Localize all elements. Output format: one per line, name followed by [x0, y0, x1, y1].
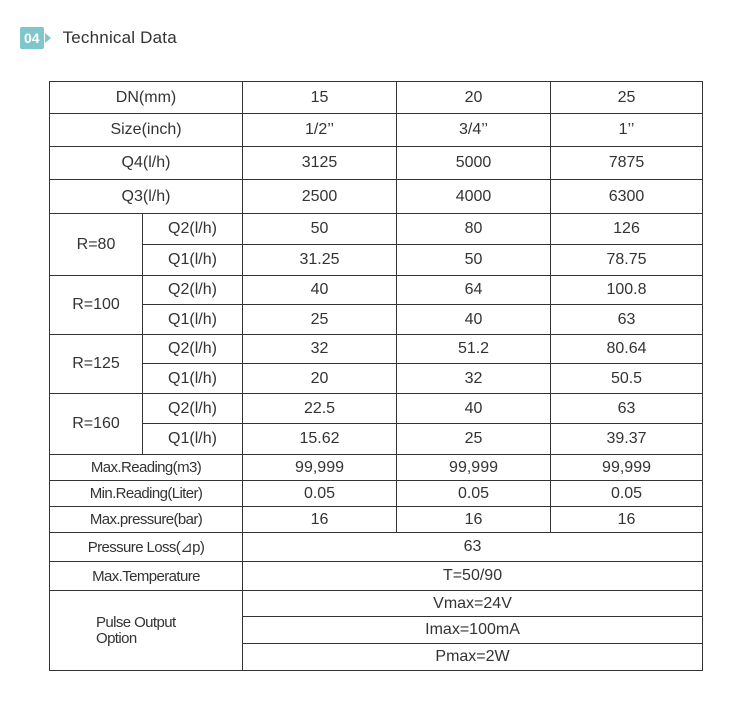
table-cell: 20 [243, 364, 397, 394]
table-cell: 2500 [243, 180, 397, 214]
row-label: DN(mm) [50, 82, 243, 114]
table-cell: 80 [397, 214, 551, 245]
table-cell: 3125 [243, 147, 397, 180]
table-row-q4 [50, 147, 703, 180]
table-cell: 25 [243, 305, 397, 335]
table-cell: 15 [243, 82, 397, 114]
sub-row-label: Q2(l/h) [143, 276, 243, 305]
badge-arrow-icon [45, 33, 51, 43]
table-row-q3 [50, 180, 703, 214]
table-cell: 6300 [551, 180, 703, 214]
table-row-r100-q1 [50, 305, 703, 335]
table-cell: 25 [551, 82, 703, 114]
table-cell: 40 [243, 276, 397, 305]
table-cell: 1’’ [551, 114, 703, 147]
table-cell: 63 [243, 533, 703, 562]
sub-row-label: Q1(l/h) [143, 364, 243, 394]
ratio-label: R=100 [50, 276, 143, 335]
pulse-label-line1: Pulse Output [96, 613, 176, 631]
table-cell: 1/2’’ [243, 114, 397, 147]
table-cell: 51.2 [397, 335, 551, 364]
table-row-r80-q2 [50, 214, 703, 245]
table-row-max-reading [50, 455, 703, 481]
table-cell: 15.62 [243, 424, 397, 455]
table-cell: 50 [397, 245, 551, 276]
row-label: Min.Reading(Liter) [50, 481, 243, 507]
table-row-max-pressure [50, 507, 703, 533]
row-label: Max.pressure(bar) [50, 507, 243, 533]
section-header [20, 26, 177, 50]
table-row-min-reading [50, 481, 703, 507]
row-label: Size(inch) [50, 114, 243, 147]
table-cell: 40 [397, 305, 551, 335]
table-row-max-temperature [50, 562, 703, 591]
table-cell: 0.05 [397, 481, 551, 507]
table-cell: 99,999 [551, 455, 703, 481]
table-row-r160-q1 [50, 424, 703, 455]
row-label: Max.Reading(m3) [50, 455, 243, 481]
sub-row-label: Q1(l/h) [143, 245, 243, 276]
section-title: Technical Data [62, 28, 177, 47]
table-cell: 3/4’’ [397, 114, 551, 147]
table-cell: 4000 [397, 180, 551, 214]
sub-row-label: Q1(l/h) [143, 424, 243, 455]
table-row-r125-q1 [50, 364, 703, 394]
table-cell: 63 [551, 305, 703, 335]
table-cell: 78.75 [551, 245, 703, 276]
ratio-label: R=160 [50, 394, 143, 455]
table-row-pressure-loss [50, 533, 703, 562]
section-number-badge: 04 [20, 27, 44, 49]
table-cell: 126 [551, 214, 703, 245]
table-row-size [50, 114, 703, 147]
row-label: Pressure Loss(⊿p) [50, 533, 243, 562]
table-cell: 0.05 [551, 481, 703, 507]
table-cell: Pmax=2W [243, 644, 703, 671]
sub-row-label: Q1(l/h) [143, 305, 243, 335]
table-cell: 100.8 [551, 276, 703, 305]
row-label: Max.Temperature [50, 562, 243, 591]
table-cell: 50.5 [551, 364, 703, 394]
table-cell: 31.25 [243, 245, 397, 276]
table-cell: 39.37 [551, 424, 703, 455]
table-cell: 64 [397, 276, 551, 305]
pulse-output-label [50, 591, 243, 671]
technical-data-table [49, 81, 703, 671]
table-row-pulse-vmax [50, 591, 703, 617]
pulse-label-line2: Option [96, 629, 137, 647]
table-cell: 99,999 [243, 455, 397, 481]
table-cell: 16 [551, 507, 703, 533]
row-label: Q3(l/h) [50, 180, 243, 214]
row-label: Q4(l/h) [50, 147, 243, 180]
table-cell: 7875 [551, 147, 703, 180]
table-cell: Vmax=24V [243, 591, 703, 617]
table-row-dn [50, 82, 703, 114]
table-cell: 32 [243, 335, 397, 364]
ratio-label: R=80 [50, 214, 143, 276]
ratio-label: R=125 [50, 335, 143, 394]
table-row-r100-q2 [50, 276, 703, 305]
table-cell: 22.5 [243, 394, 397, 424]
table-cell: 80.64 [551, 335, 703, 364]
table-cell: 40 [397, 394, 551, 424]
table-cell: T=50/90 [243, 562, 703, 591]
table-cell: 0.05 [243, 481, 397, 507]
table-cell: 50 [243, 214, 397, 245]
table-cell: 5000 [397, 147, 551, 180]
table-cell: 25 [397, 424, 551, 455]
sub-row-label: Q2(l/h) [143, 335, 243, 364]
table-cell: 16 [397, 507, 551, 533]
sub-row-label: Q2(l/h) [143, 214, 243, 245]
table-cell: 63 [551, 394, 703, 424]
sub-row-label: Q2(l/h) [143, 394, 243, 424]
table-cell: 99,999 [397, 455, 551, 481]
table-row-r125-q2 [50, 335, 703, 364]
table-row-r160-q2 [50, 394, 703, 424]
table-cell: Imax=100mA [243, 617, 703, 644]
table-row-r80-q1 [50, 245, 703, 276]
table-cell: 16 [243, 507, 397, 533]
table-cell: 32 [397, 364, 551, 394]
table-cell: 20 [397, 82, 551, 114]
